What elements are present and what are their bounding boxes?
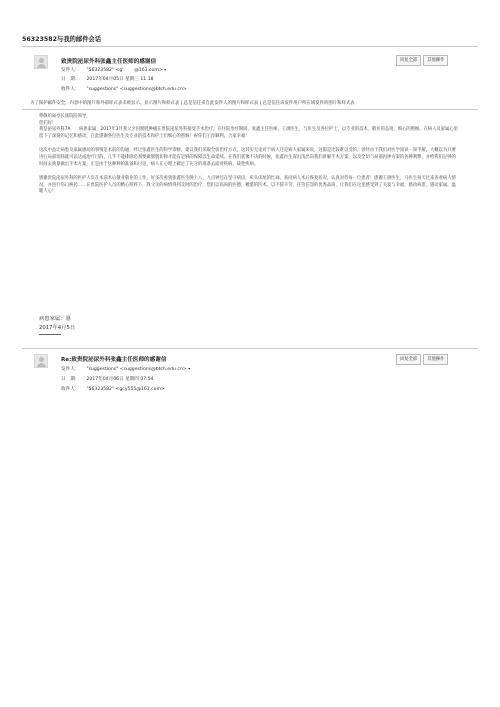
email-1-to-row — [61, 86, 187, 92]
avatar-body — [37, 64, 46, 69]
from-label: 发件人： — [61, 68, 80, 73]
email-2-from-row — [61, 366, 190, 372]
email-1-date-row — [61, 76, 154, 82]
email-2-avatar — [34, 354, 48, 368]
email-1-actions — [396, 55, 448, 66]
email-1-date: 2017年04月05日 星期三 11:18 — [86, 77, 154, 82]
email-2-to[interactable]: "56323582" <gcy555@163.com> — [86, 387, 165, 392]
avatar-body — [37, 363, 46, 368]
greeting-line-2: 您们好！ — [39, 120, 57, 126]
from-label: 发件人： — [61, 367, 80, 372]
to-label: 收件人： — [61, 87, 80, 92]
email-1-from-row — [61, 67, 166, 73]
email-1-subject[interactable]: 致贵院泌尿外科张鑫主任医师的感谢信 — [61, 59, 157, 65]
reply-all-button[interactable]: 回复全部 — [396, 55, 421, 66]
body-paragraph-2: 这次中益让病患及家属感动的事情是术前的沟通，经过张鑫医生的科学诊断，建议我们采取全切治疗方式，这其实无论对于病人还是病人家属来说，这都是比较难以受的，曾经由于我们对医学知识一知半解，大概以为只要进行局部切除就可以达成治疗目的，几乎不能排除必须要做膀胱切除才能有足够的保障以生命延续。在我们犹豫不决的时候，张鑫医生深出浅出向我们讲解手术方案，以及全切与局部再钟方案的各种利弊，并给我们足够的时间去商量做出手术方案，正是由于这种种的准备和讨论，病人在心理上做足了充分的准备去面对疾病，战胜疾病。 — [39, 148, 456, 167]
date-label: 日 期： — [61, 77, 80, 82]
body-paragraph-1: 我是泌尿外科7A 病患家属，2017年3月我父亲因膀胱肿瘤在贵院泌尿外科接受手术治疗。在住院治疗期间，张鑫主任医师，王澍医生，与医生及各位护士，以专业的技术、敬业的态度、细心的照顾，在病人及家属心里留下了深刻的记忆和感动，在此感谢各位医生及专业的技术和护士们细心的照顾！祝你们工作顺利，合家幸福！ — [39, 127, 458, 139]
email-1-from[interactable]: "56323582" <g'. @163.com> — [86, 68, 163, 73]
email-divider — [22, 348, 478, 349]
to-label: 收件人： — [61, 387, 80, 392]
email-2-actions — [396, 354, 448, 365]
signature-date: 2017年4月5日 — [39, 325, 76, 331]
email-1-to[interactable]: "suggestions" <suggestions@btch.edu.cn> — [86, 87, 187, 92]
title-divider — [22, 46, 478, 47]
avatar-head — [39, 357, 44, 362]
email-1-avatar — [34, 55, 48, 69]
email-2-from[interactable]: "suggestions" <suggestions@btch.edu.cn> — [86, 367, 187, 372]
more-actions-button[interactable]: 其他操作 — [423, 354, 448, 365]
email-2-subject[interactable]: Re:致贵院泌尿外科张鑫主任医师的感谢信 — [61, 357, 167, 363]
greeting-line: 尊敬的离亭长康院院领导， — [39, 114, 91, 119]
banner-divider — [22, 109, 478, 110]
email-2-to-row — [61, 386, 165, 392]
email-1-body — [39, 114, 459, 196]
expand-arrow-icon[interactable]: ▾ — [164, 67, 167, 72]
email-2-date: 2017年04月06日 星期四 07:54 — [86, 377, 154, 382]
date-label: 日 期： — [61, 377, 80, 382]
email-2-date-row — [61, 376, 154, 382]
expand-arrow-icon[interactable]: ▾ — [188, 366, 191, 371]
more-actions-button[interactable]: 其他操作 — [423, 55, 448, 66]
signature-name: 病患家属：骆 — [39, 316, 71, 322]
reply-all-button[interactable]: 回复全部 — [396, 354, 421, 365]
avatar-head — [39, 58, 44, 63]
page-title: 56323582与我的邮件会话 — [22, 36, 102, 43]
signature-line — [39, 334, 61, 335]
image-blocked-banner[interactable]: 为了保护邮件安全，内容中的图片和外部样式表未被显示。显示图片和样式表 | 总是信任来自此发件人的图片和样式表 | 总是信任该发件用户所在域发件的图片和样式表 — [30, 101, 355, 106]
body-paragraph-3: 感谢贵院泌尿外科的医护人员在术前术后敬业敬业的工作，好多次看到张鑫医生晚上八、九点钟还在坚守病房，床头床尾的忙碌，查问病人术后恢复状况，认真对待每一位患者！感谢王澍医生，马医生每天过来查看病人情况，并进行伤口换药……在贵院医护人员的精心照料下，我父亲的病情得到及时的治疗，您们以高尚的医德，精湛的医术，以不辞辛劳，任劳任怨的优秀品质，让我们在这里感受到了关爱与幸福，感动病患，感动家属，温暖人心！ — [39, 176, 456, 195]
